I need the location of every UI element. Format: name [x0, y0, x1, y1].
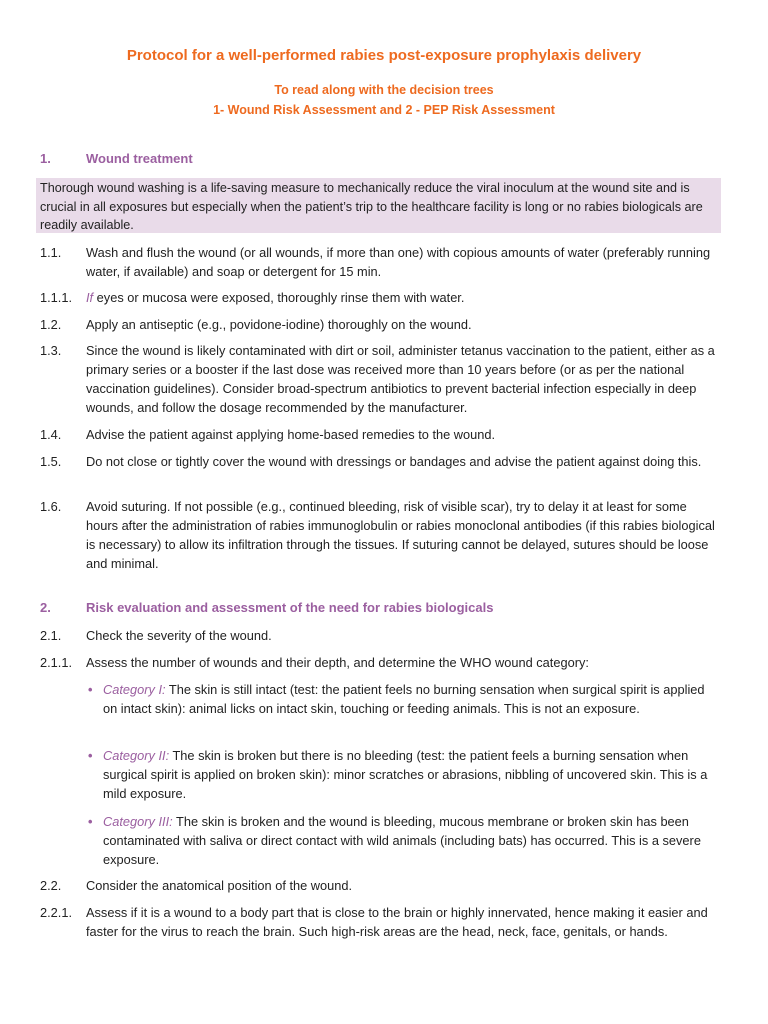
list-item-2-1 — [40, 626, 722, 645]
document-subtitle-1: To read along with the decision trees — [274, 83, 494, 97]
bullet-icon: • — [88, 682, 93, 697]
category-label: Category III: — [103, 814, 173, 829]
item-text: Wash and flush the wound (or all wounds, if more than one) with copious amounts of water (preferably running water, if available) and soap or detergent for 15 min. — [86, 245, 711, 279]
category-text: The skin is broken and the wound is bleeding, mucous membrane or broken skin has been contaminated with saliva or direct contact with wild animals (including bats) has occurred. This is a severe exposure. — [103, 814, 701, 867]
section-number: 1. — [40, 151, 51, 166]
item-number: 2.1.1. — [40, 655, 73, 670]
section-number: 2. — [40, 600, 51, 615]
category-bullet-3 — [86, 812, 722, 869]
item-number: 1.5. — [40, 454, 62, 469]
category-label: Category I: — [103, 682, 166, 697]
section-title: Wound treatment — [86, 151, 193, 166]
item-number: 1.3. — [40, 343, 62, 358]
section-heading-wound-treatment — [40, 151, 193, 166]
section-heading-risk-evaluation — [40, 600, 493, 615]
item-number: 2.2.1. — [40, 905, 73, 920]
bullet-icon: • — [88, 814, 93, 829]
item-number: 2.1. — [40, 628, 62, 643]
bullet-icon: • — [88, 748, 93, 763]
list-item-1-3 — [40, 341, 722, 417]
list-item-2-1-1 — [40, 653, 722, 672]
item-number: 2.2. — [40, 878, 62, 893]
list-item-2-2 — [40, 876, 722, 895]
document-title: Protocol for a well-performed rabies post-exposure prophylaxis delivery — [126, 47, 642, 64]
section-title: Risk evaluation and assessment of the need for rabies biologicals — [86, 600, 494, 615]
list-item-1-2 — [40, 315, 722, 334]
category-bullet-1 — [86, 680, 722, 718]
item-number: 1.1.1. — [40, 290, 73, 305]
category-bullet-2 — [86, 746, 722, 803]
item-number: 1.4. — [40, 427, 62, 442]
highlight-box: Thorough wound washing is a life-saving measure to mechanically reduce the viral inoculum at the wound site and is crucial in all exposures but especially when the patient’s trip to the healthcare facility is long or no rabies biologicals are readily available. — [36, 178, 721, 233]
item-number: 1.1. — [40, 245, 62, 260]
category-label: Category II: — [103, 748, 170, 763]
item-text: Assess if it is a wound to a body part that is close to the brain or highly innervated, hence making it easier and faster for the virus to reach the brain. Such high-risk areas are the head, neck, face, genitals, or hands. — [86, 905, 708, 939]
item-text: Advise the patient against applying home-based remedies to the wound. — [86, 427, 496, 442]
item-text: Check the severity of the wound. — [86, 628, 272, 643]
item-text: Assess the number of wounds and their depth, and determine the WHO wound category: — [86, 655, 589, 670]
item-number: 1.6. — [40, 499, 62, 514]
item-text: Since the wound is likely contaminated with dirt or soil, administer tetanus vaccination to the patient, either as a primary series or a booster if the last dose was received more than 10 years before (or as per the national vaccination guidelines). Consider broad-spectrum antibiotics to prevent bacterial infection especially in deep wounds, and follow the dosage recommended by the manufacturer. — [86, 343, 715, 415]
category-text: The skin is still intact (test: the patient feels no burning sensation when surgical spirit is applied on intact skin): animal licks on intact skin, touching or feeding animals. This is not an exposure. — [103, 682, 705, 716]
list-item-1-1 — [40, 243, 722, 281]
list-item-1-1-1 — [40, 288, 722, 307]
list-item-1-5 — [40, 452, 722, 471]
item-text: Consider the anatomical position of the wound. — [86, 878, 353, 893]
document-subtitle-2: 1- Wound Risk Assessment and 2 - PEP Risk Assessment — [213, 103, 555, 117]
list-item-2-2-1 — [40, 903, 722, 941]
item-text: Apply an antiseptic (e.g., povidone-iodine) thoroughly on the wound. — [86, 317, 472, 332]
category-text: The skin is broken but there is no bleeding (test: the patient feels a burning sensation when surgical spirit is applied on broken skin): minor scratches or abrasions, nibbling of uncovered skin. This is a mild exposure. — [103, 748, 708, 801]
item-number: 1.2. — [40, 317, 62, 332]
list-item-1-6 — [40, 497, 722, 573]
item-lead: If — [86, 290, 94, 305]
item-text: eyes or mucosa were exposed, thoroughly rinse them with water. — [93, 290, 465, 305]
list-item-1-4 — [40, 425, 722, 444]
item-text: Do not close or tightly cover the wound with dressings or bandages and advise the patient against doing this. — [86, 454, 702, 469]
item-text: Avoid suturing. If not possible (e.g., continued bleeding, risk of visible scar), try to delay it at least for some hours after the administration of rabies immunoglobulin or rabies monoclonal antibodies (if this rabies biological is necessary) to allow its infiltration through the tissues. If suturing cannot be delayed, sutures should be loose and minimal. — [86, 499, 715, 571]
